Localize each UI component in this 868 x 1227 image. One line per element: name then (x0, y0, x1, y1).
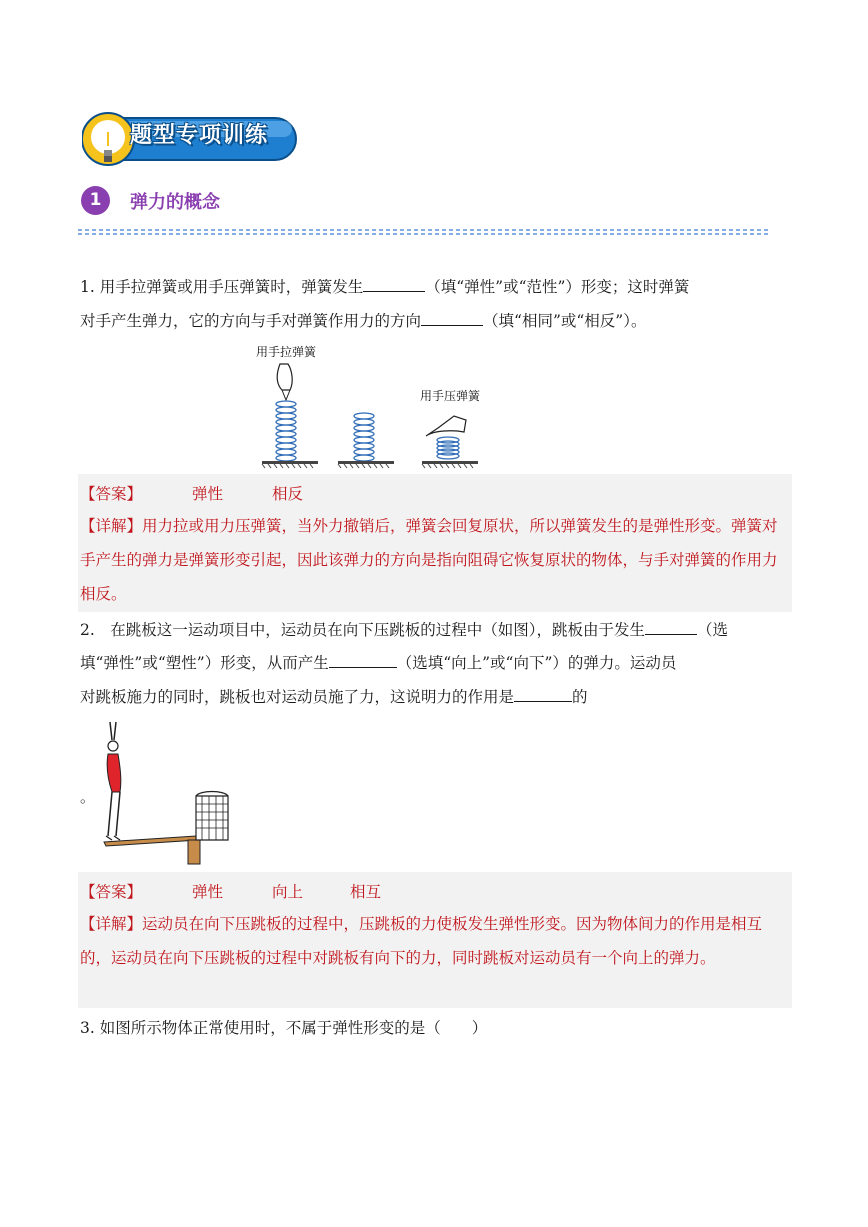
q2-line2: 填“弹性”或“塑性”）形变，从而产生 （选填“向上”或“向下”）的弹力。运动员 (80, 647, 795, 680)
q1-line2: 对手产生弹力，它的方向与手对弹簧作用力的方向 （填“相同”或“相反”）。 (80, 305, 795, 338)
springs-figure (258, 360, 486, 470)
section-divider (78, 228, 768, 236)
q1-answer-label: 【答案】 (80, 485, 143, 503)
q2-line3: 对跳板施力的同时，跳板也对运动员施了力，这说明力的作用是 的 (80, 681, 795, 714)
q2-line1: 2. 在跳板这一运动项目中，运动员在向下压跳板的过程中（如图），跳板由于发生 （选 (80, 614, 795, 647)
q2-answer-2: 向上 (272, 883, 304, 901)
q1-blank-2 (421, 310, 483, 327)
q2-answer-label: 【答案】 (80, 883, 143, 901)
q1-answer-box (78, 474, 792, 612)
q2-answer-1: 弹性 (192, 883, 224, 901)
q1-line1: 1. 用手拉弹簧或用手压弹簧时，弹簧发生 （填“弹性”或“范性”）形变；这时弹簧 (80, 271, 795, 304)
diving-board-figure (96, 718, 236, 868)
q1-detail: 【详解】用力拉或用力压弹簧，当外力撤销后，弹簧会回复原状，所以弹簧发生的是弹性形变。弹簧对手产生的弹力是弹簧形变引起，因此该弹力的方向是指向阻碍它恢复原状的物体，与手对弹簧的作用力相反。 (80, 517, 778, 603)
section-title: 弹力的概念 (130, 192, 220, 213)
section-number-badge: 1 (81, 186, 110, 215)
q2-period: 。 (80, 788, 96, 806)
q2-answer-box (78, 872, 792, 1008)
q1-answer-1: 弹性 (192, 485, 224, 503)
q2-answer-3: 相互 (350, 883, 382, 901)
q2-blank-1 (645, 619, 697, 636)
q2-detail: 【详解】运动员在向下压跳板的过程中，压跳板的力使板发生弹性形变。因为物体间力的作用是相互的，运动员在向下压跳板的过程中对跳板有向下的力，同时跳板对运动员有一个向上的弹力。 (80, 915, 763, 967)
caption-pull-spring: 用手拉弹簧 (256, 345, 317, 359)
caption-press-spring: 用手压弹簧 (420, 389, 481, 403)
banner-title: 题型专项训练 (130, 123, 269, 148)
q2-blank-3 (514, 686, 572, 703)
q1-blank-1 (363, 276, 425, 293)
q2-blank-2 (329, 652, 397, 669)
q3-text: 3. 如图所示物体正常使用时，不属于弹性形变的是（ ） (80, 1019, 488, 1037)
q1-answer-2: 相反 (272, 485, 304, 503)
